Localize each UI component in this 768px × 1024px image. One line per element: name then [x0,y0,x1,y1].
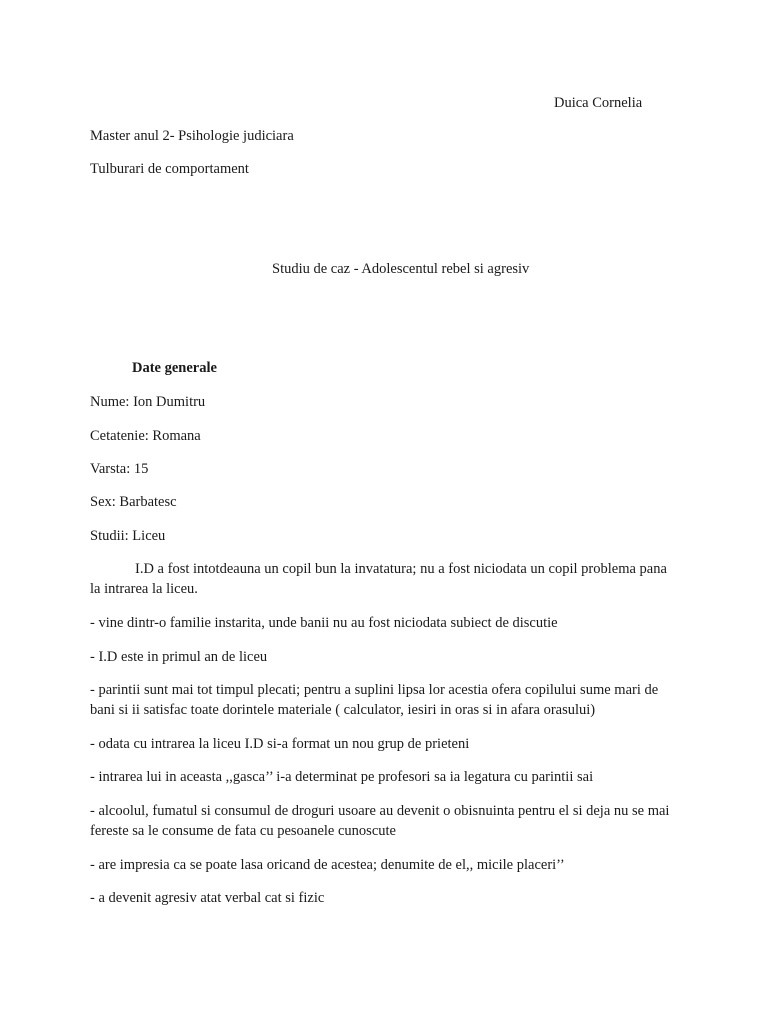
field-sex: Sex: Barbatesc [90,494,177,510]
paragraph: - intrarea lui in aceasta ,,gasca’’ i-a determinat pe profesori sa ia legatura cu parintii sai [90,769,594,785]
paragraph: - are impresia ca se poate lasa oricand de acestea; denumite de el,, micile placeri’’ [90,857,565,873]
paragraph: - parintii sunt mai tot timpul plecati; pentru a suplini lipsa lor acestia ofera copilului sume mari de bani si ii satisfac toate dorintele materiale ( calculator, iesiri in oras si in afara orasului) [90,682,659,718]
course-line: Tulburari de comportament [90,161,249,177]
paragraph: - a devenit agresiv atat verbal cat si fizic [90,890,325,906]
paragraph: - odata cu intrarea la liceu I.D si-a format un nou grup de prieteni [90,736,470,752]
field-age: Varsta: 15 [90,461,149,477]
paragraph: - I.D este in primul an de liceu [90,649,268,665]
section-title-general: Date generale [132,360,217,376]
paragraph: I.D a fost intotdeauna un copil bun la invatatura; nu a fost niciodata un copil problema pana la intrarea la liceu. [90,561,667,597]
document-title: Studiu de caz - Adolescentul rebel si agresiv [272,261,530,277]
paragraph: - alcoolul, fumatul si consumul de droguri usoare au devenit o obisnuinta pentru el si deja nu se mai fereste sa le consume de fata cu pesoanele cunoscute [90,803,670,839]
field-citizenship: Cetatenie: Romana [90,428,201,444]
paragraph: - vine dintr-o familie instarita, unde banii nu au fost niciodata subiect de discutie [90,615,558,631]
author-name: Duica Cornelia [554,95,643,111]
program-line: Master anul 2- Psihologie judiciara [90,128,294,144]
field-studies: Studii: Liceu [90,528,166,544]
field-name: Nume: Ion Dumitru [90,394,206,410]
